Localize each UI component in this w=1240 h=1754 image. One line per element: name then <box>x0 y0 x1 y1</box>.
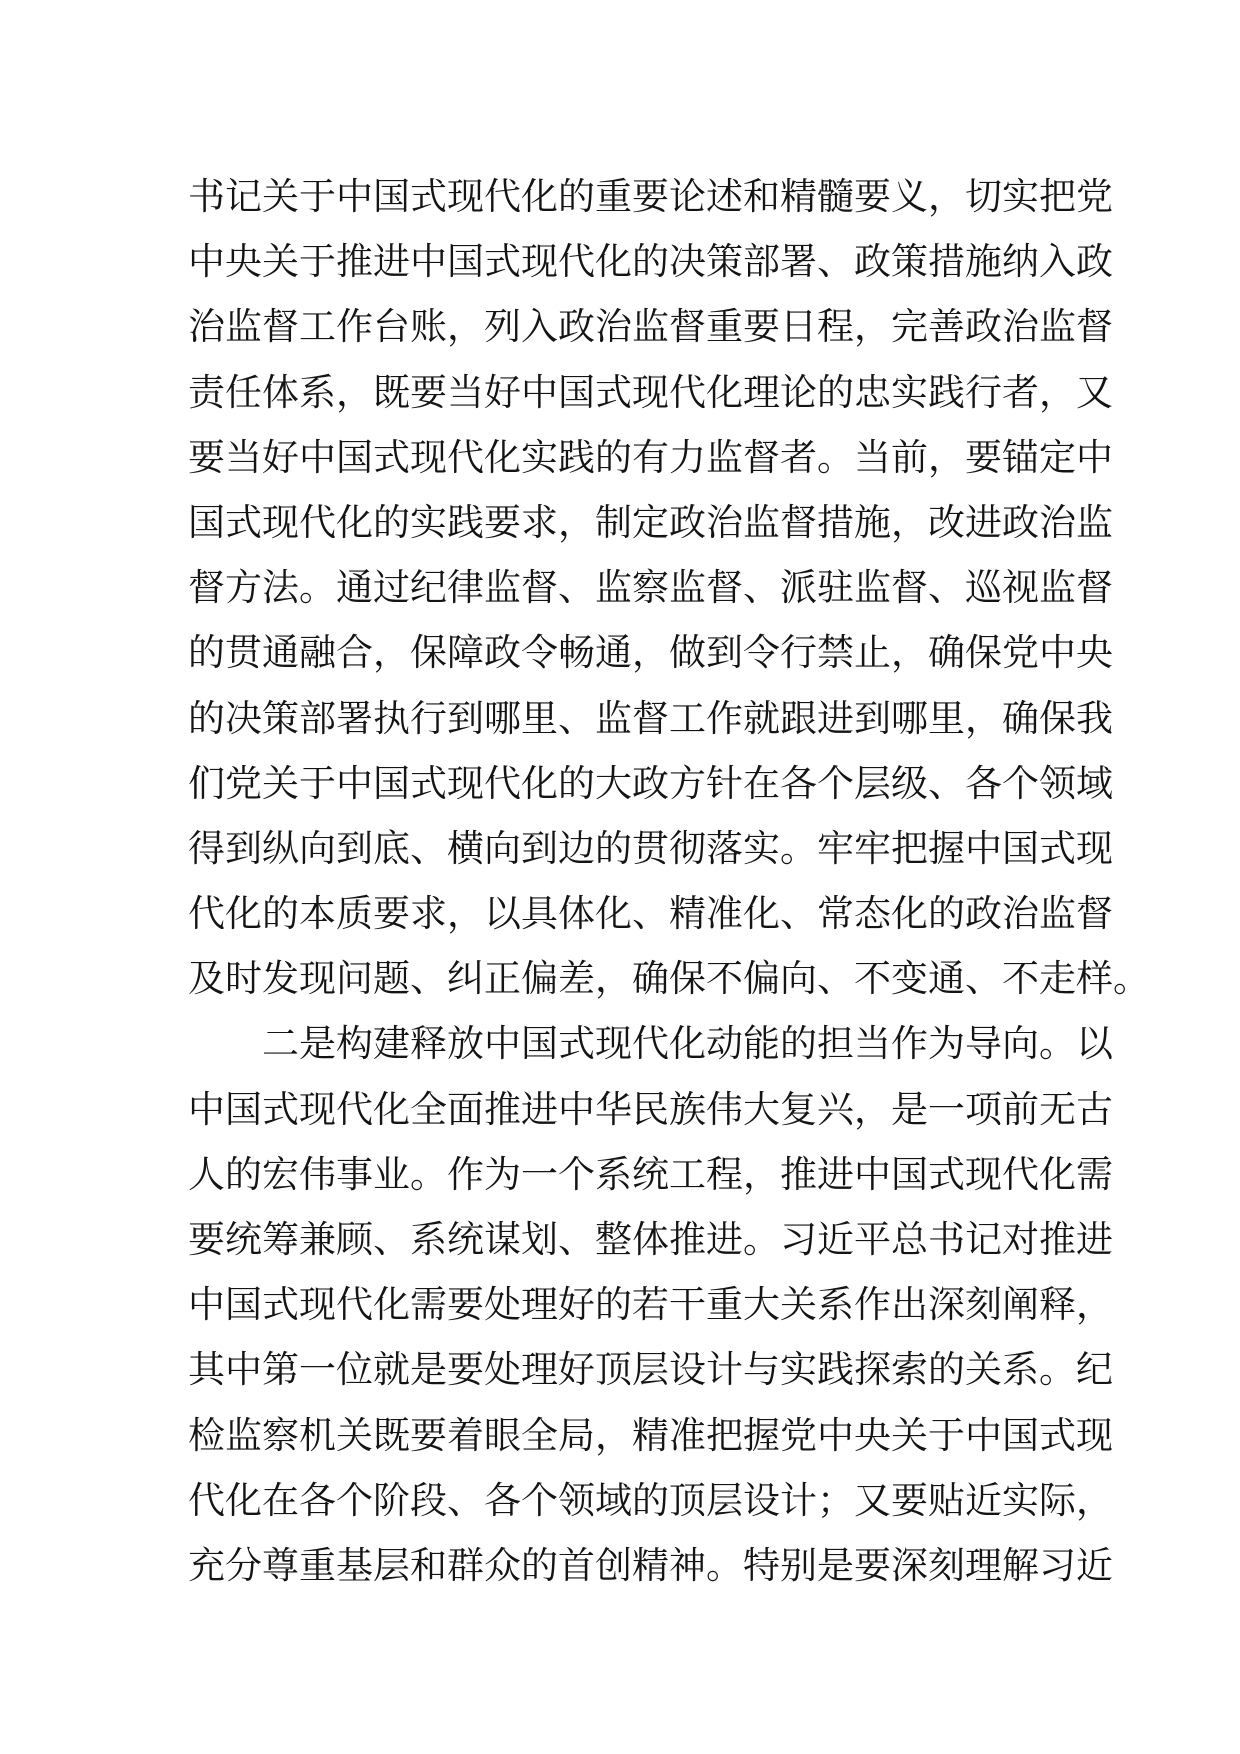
text-line: 要统筹兼顾、系统谋划、整体推进。习近平总书记对推进 <box>188 1218 1113 1261</box>
text-line: 国式现代化的实践要求，制定政治监督措施，改进政治监 <box>188 500 1113 544</box>
text-line: 代化的本质要求，以具体化、精准化、常态化的政治监督 <box>188 892 1113 936</box>
text-line: 人的宏伟事业。作为一个系统工程，推进中国式现代化需 <box>188 1152 1113 1196</box>
text-line: 要当好中国式现代化实践的有力监督者。当前，要锚定中 <box>188 435 1113 479</box>
body-text <box>188 164 1150 1598</box>
text-line: 责任体系，既要当好中国式现代化理论的忠实践行者，又 <box>188 370 1113 414</box>
text-line: 们党关于中国式现代化的大政方针在各个层级、各个领域 <box>188 761 1113 805</box>
text-line: 书记关于中国式现代化的重要论述和精髓要义，切实把党 <box>188 175 1113 218</box>
text-line: 得到纵向到底、横向到边的贯彻落实。牢牢把握中国式现 <box>188 826 1113 870</box>
text-line: 中国式现代化全面推进中华民族伟大复兴，是一项前无古 <box>188 1087 1113 1131</box>
text-line: 中央关于推进中国式现代化的决策部署、政策措施纳入政 <box>188 240 1113 284</box>
text-line: 检监察机关既要着眼全局，精准把握党中央关于中国式现 <box>188 1413 1113 1457</box>
text-line: 督方法。通过纪律监督、监察监督、派驻监督、巡视监督 <box>188 566 1113 610</box>
text-line: 治监督工作台账，列入政治监督重要日程，完善政治监督 <box>188 305 1113 349</box>
text-line: 中国式现代化需要处理好的若干重大关系作出深刻阐释， <box>188 1283 1113 1327</box>
text-line: 充分尊重基层和群众的首创精神。特别是要深刻理解习近 <box>188 1543 1113 1587</box>
text-line: 的决策部署执行到哪里、监督工作就跟进到哪里，确保我 <box>188 696 1113 740</box>
text-line: 代化在各个阶段、各个领域的顶层设计；又要贴近实际， <box>188 1478 1113 1522</box>
text-line: 其中第一位就是要处理好顶层设计与实践探索的关系。纪 <box>188 1348 1113 1392</box>
paragraph-start-line: 二是构建释放中国式现代化动能的担当作为导向。以 <box>262 1022 1113 1066</box>
text-line: 的贯通融合，保障政令畅通，做到令行禁止，确保党中央 <box>188 631 1113 675</box>
paragraph-end-line: 及时发现问题、纠正偏差，确保不偏向、不变通、不走样。 <box>188 957 1150 1001</box>
